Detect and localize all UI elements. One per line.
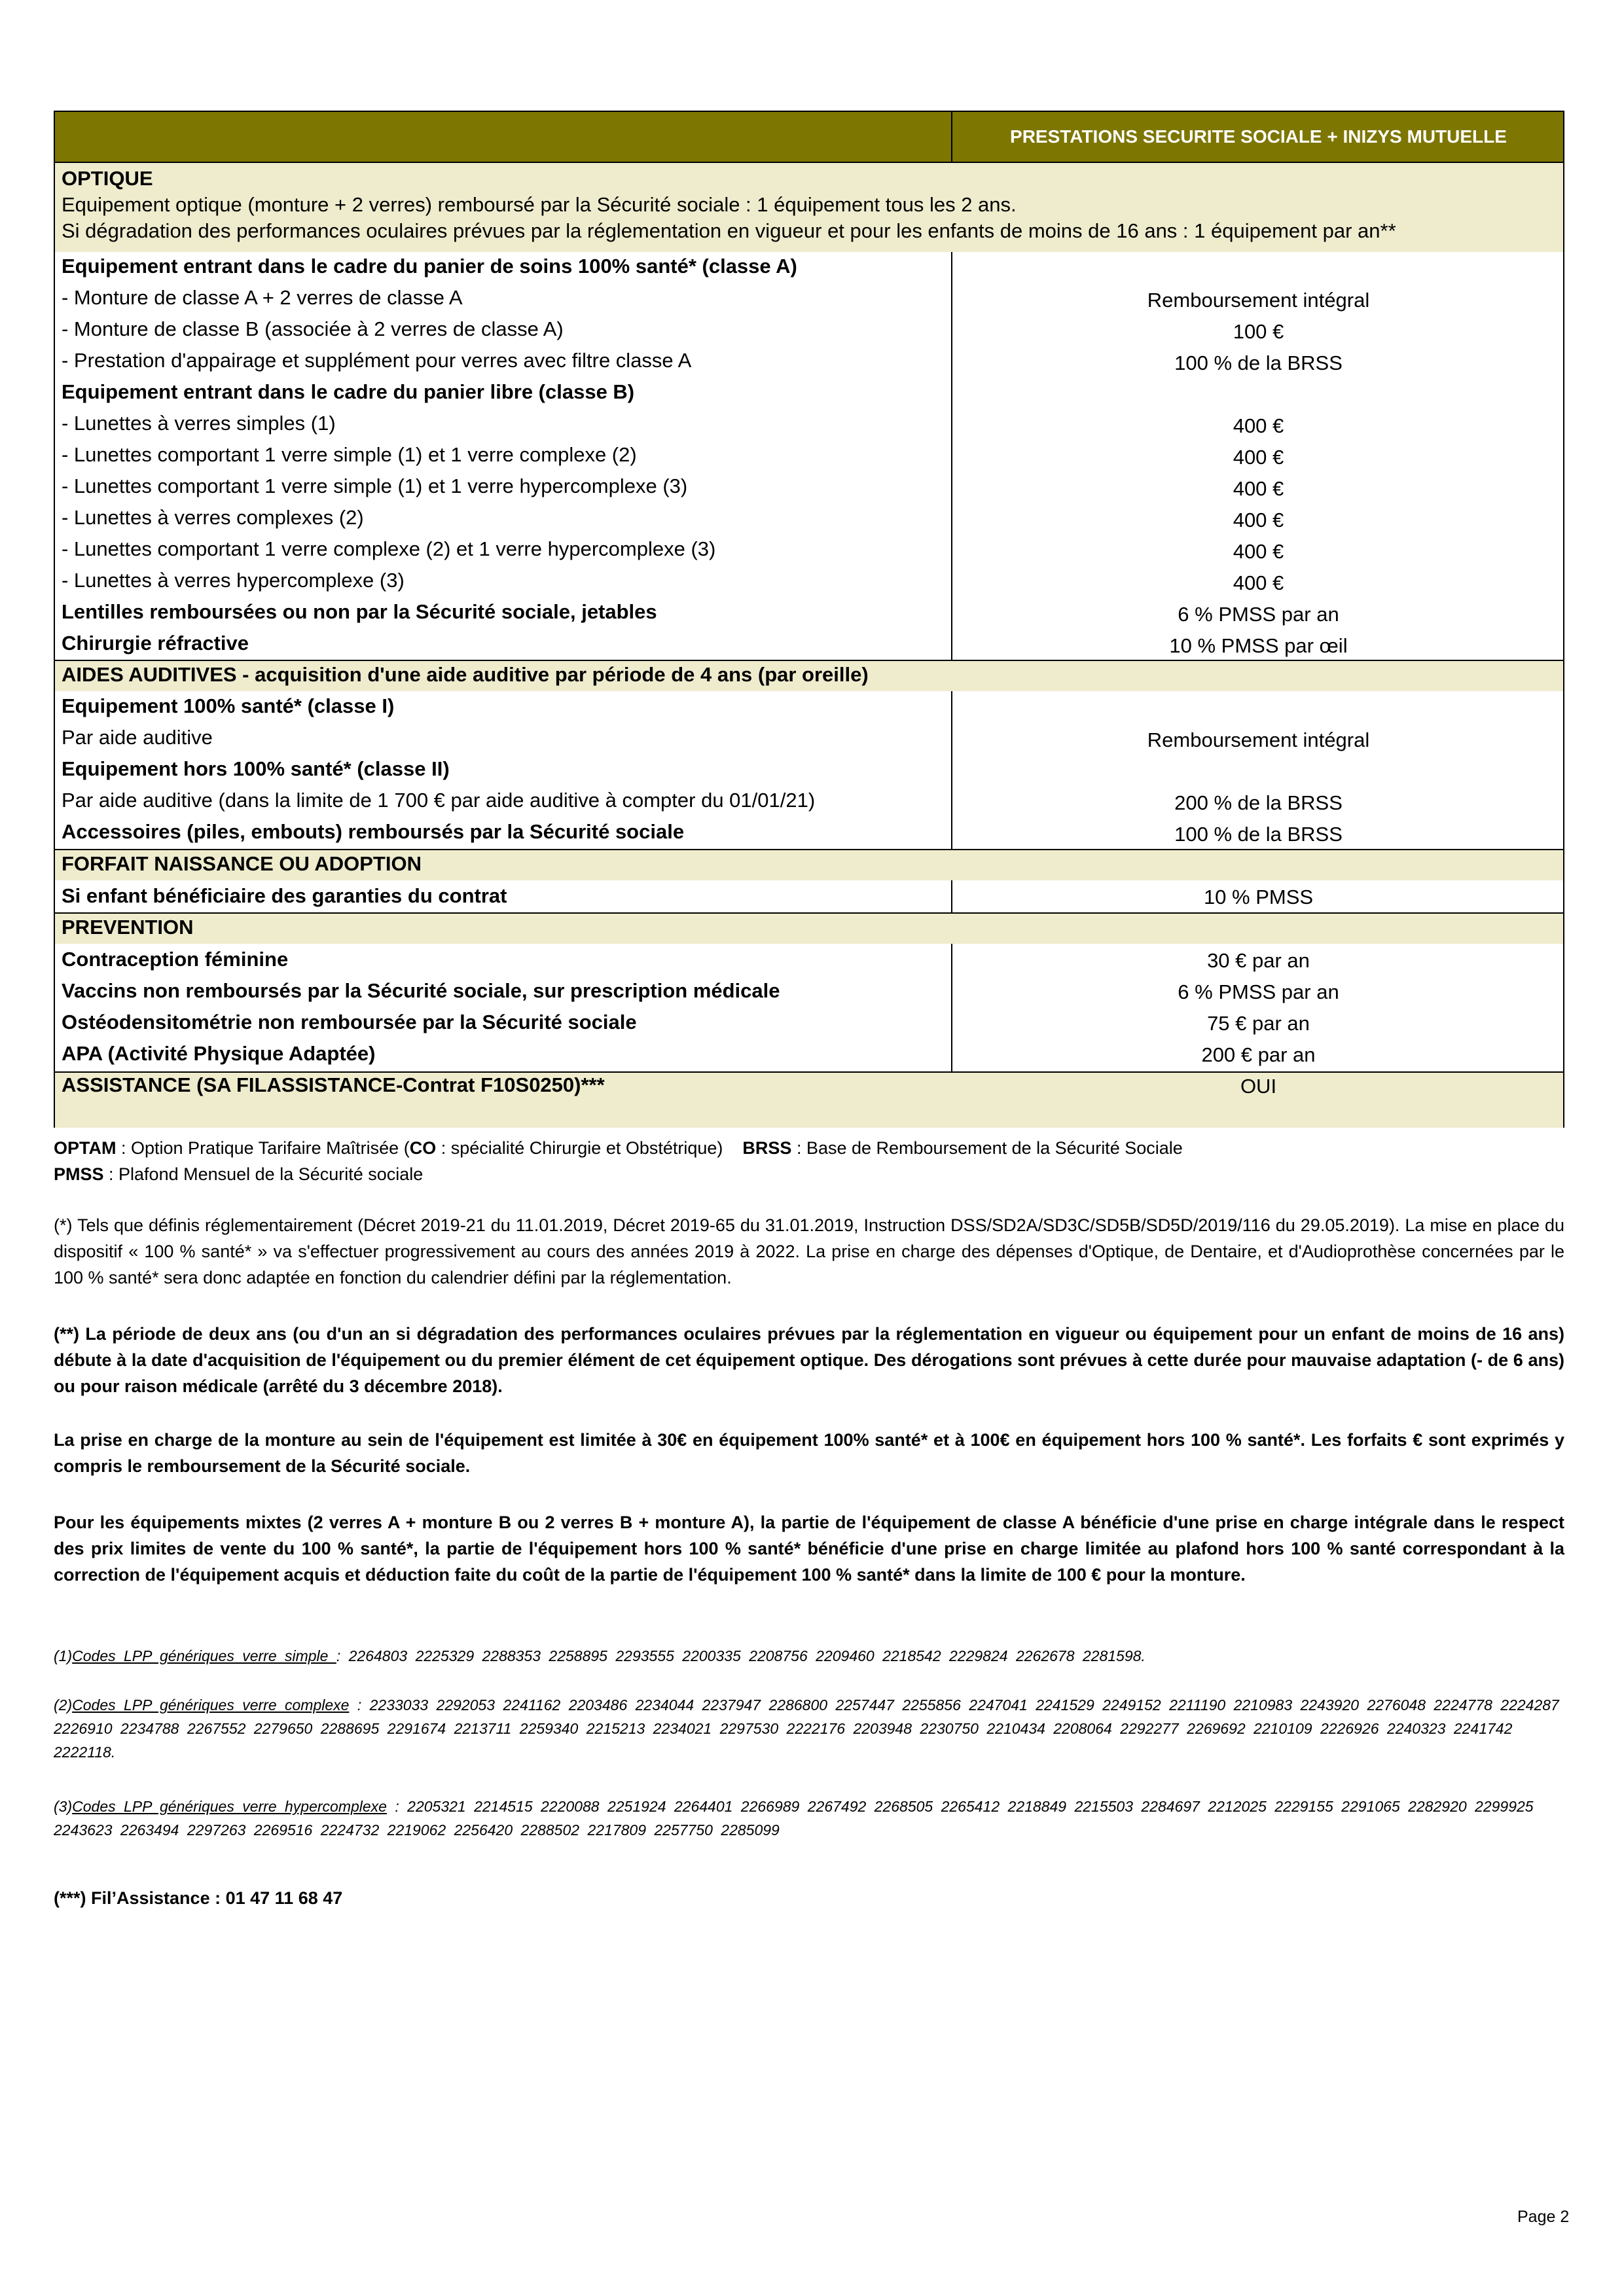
note-mixtes: Pour les équipements mixtes (2 verres A + monture B ou 2 verres B + monture A), la partie de l'équipement de classe A bénéficie d'une prise en charge intégrale dans le respect des prix limites de vente du 100 % santé*, la partie de l'équipement hors 100 % santé* bénéficie d'une prise en charge limitée au plafond hors 100 % santé correspondant à la correction de l'équipement acquis et déduction faite du coût de la partie de l'équipement 100 % santé* dans la limite de 100 € pour la monture. — [54, 1513, 1564, 1585]
guarantees-table — [54, 111, 1564, 1128]
row-label: Chirurgie réfractive — [62, 632, 249, 655]
prevention-band — [55, 912, 1563, 944]
row-value: 400 € — [1233, 571, 1284, 594]
legend-key: BRSS — [742, 1138, 792, 1158]
section-title: ASSISTANCE (SA FILASSISTANCE-Contrat F10S0250)*** — [62, 1073, 605, 1096]
legend-line-2 — [54, 1162, 423, 1187]
row-value: 400 € — [1233, 414, 1284, 437]
row-label: - Lunettes comportant 1 verre simple (1) et 1 verre complexe (2) — [62, 443, 637, 466]
row-value: 6 % PMSS par an — [1178, 980, 1339, 1003]
lpp-verre-simple — [54, 1644, 1564, 1668]
optique-title: OPTIQUE — [62, 167, 153, 190]
row-label: Ostéodensitométrie non remboursée par la Sécurité sociale — [62, 1011, 637, 1033]
row-value: 10 % PMSS — [1203, 886, 1314, 908]
note-assistance: (***) Fil’Assistance : 01 47 11 68 47 — [54, 1888, 343, 1908]
lpp-number: (1) — [54, 1647, 73, 1664]
table-header-title: PRESTATIONS SECURITE SOCIALE + INIZYS MUTUELLE — [951, 112, 1564, 162]
note-monture: La prise en charge de la monture au sein de l'équipement est limitée à 30€ en équipement 100% santé* et à 100€ en équipement hors 100 % santé*. Les forfaits € sont exprimés y compris le remboursement de la Sécurité sociale. — [54, 1430, 1564, 1476]
row-label: Lentilles remboursées ou non par la Sécurité sociale, jetables — [62, 600, 657, 623]
row-value: Remboursement intégral — [1147, 289, 1370, 312]
row-value: 200 % de la BRSS — [1174, 791, 1343, 814]
row-label: - Prestation d'appairage et supplément pour verres avec filtre classe A — [62, 349, 692, 372]
note-star: (*) Tels que définis réglementairement (Décret 2019-21 du 11.01.2019, Décret 2019-65 du 31.01.2019, Instruction DSS/SD2A/SD3C/SD5B/SD5D/2019/116 du 29.05.2019). La mise en place du dispositif « 100 % santé* » va s'effectuer progressivement au cours des années 2019 à 2022. La prise en charge des dépenses d'Optique, de Dentaire, et d'Audioprothèse concernées par le 100 % santé* sera donc adaptée en fonction du calendrier défini par la réglementation. — [54, 1215, 1564, 1287]
row-value: 400 € — [1233, 477, 1284, 500]
row-label: APA (Activité Physique Adaptée) — [62, 1042, 376, 1065]
table-header — [55, 112, 1563, 162]
legend-text: : Plafond Mensuel de la Sécurité sociale — [103, 1164, 424, 1184]
lpp-title: Codes LPP génériques verre complexe — [72, 1696, 350, 1713]
row-value: 75 € par an — [1207, 1012, 1310, 1035]
legend-text: : Base de Remboursement de la Sécurité Sociale — [791, 1138, 1183, 1158]
row-value: 30 € par an — [1207, 949, 1310, 972]
row-value: 400 € — [1233, 509, 1284, 531]
row-label: Accessoires (piles, embouts) remboursés par la Sécurité sociale — [62, 820, 685, 843]
lpp-title: Codes LPP génériques verre hypercomplexe — [72, 1798, 387, 1815]
row-value: 400 € — [1233, 540, 1284, 563]
section-title: PREVENTION — [62, 916, 194, 939]
lpp-verre-hypercomplexe — [54, 1795, 1564, 1842]
row-label: Equipement entrant dans le cadre du panier de soins 100% santé* (classe A) — [62, 255, 797, 278]
legend-key: PMSS — [54, 1164, 104, 1184]
lpp-codes: : 2233033 2292053 2241162 2203486 2234044 2237947 2286800 2257447 2255856 2247041 2241529 2249152 2211190 2210983 2243920 2276048 2224778 2224287 2226910 2234788 2267552 2279650 2288695 2291674 2213711 2259340 2215213 2234021 2297530 2222176 2203948 2230750 2210434 2208064 2292277 2269692 2210109 2226926 2240323 2241742 2222118. — [54, 1696, 1559, 1761]
row-label: Equipement 100% santé* (classe I) — [62, 694, 395, 717]
row-value: 10 % PMSS par œil — [1169, 634, 1348, 657]
optique-line2: Si dégradation des performances oculaires prévues par la réglementation en vigueur et pour les enfants de moins de 16 ans : 1 équipement par an** — [62, 219, 1396, 242]
row-value: 100 € — [1233, 320, 1284, 343]
row-label: Par aide auditive (dans la limite de 1 700 € par aide auditive à compter du 01/01/21) — [62, 789, 816, 812]
page-number: Page 2 — [1517, 2208, 1570, 2226]
lpp-codes: : 2205321 2214515 2220088 2251924 2264401 2266989 2267492 2268505 2265412 2218849 2215503 2284697 2212025 2229155 2291065 2282920 2299925 2243623 2263494 2297263 2269516 2224732 2219062 2256420 2288502 2217809 2257750 2285099 — [54, 1798, 1534, 1839]
lpp-codes: : 2264803 2225329 2288353 2258895 2293555 2200335 2208756 2209460 2218542 2229824 2262678 2281598. — [336, 1647, 1146, 1664]
lpp-number: (3) — [54, 1798, 73, 1815]
lpp-verre-complexe — [54, 1693, 1564, 1764]
row-label: Equipement entrant dans le cadre du panier libre (classe B) — [62, 380, 635, 403]
row-label: Equipement hors 100% santé* (classe II) — [62, 757, 450, 780]
legend-text: : spécialité Chirurgie et Obstétrique) — [436, 1138, 723, 1158]
row-value: 200 € par an — [1201, 1043, 1316, 1066]
section-title: FORFAIT NAISSANCE OU ADOPTION — [62, 852, 422, 875]
row-value: Remboursement intégral — [1147, 728, 1370, 751]
row-label: Si enfant bénéficiaire des garanties du contrat — [62, 884, 507, 907]
legend-key: CO — [409, 1138, 437, 1158]
legend-line-1 — [54, 1136, 1183, 1160]
row-label: - Lunettes comportant 1 verre simple (1) et 1 verre hypercomplexe (3) — [62, 475, 688, 497]
row-value: OUI — [1240, 1075, 1277, 1098]
lpp-number: (2) — [54, 1696, 73, 1713]
row-label: - Lunettes à verres hypercomplexe (3) — [62, 569, 405, 592]
lpp-title: Codes LPP génériques verre simple — [72, 1647, 336, 1664]
note-double-star: (**) La période de deux ans (ou d'un an si dégradation des performances oculaires prévues par la réglementation en vigueur ou équipement pour un enfant de moins de 16 ans) débute à la date d'acquisition de l'équipement ou du premier élément de cet équipement optique. Des dérogations sont prévues à cette durée pour mauvaise adaptation (- de 6 ans) ou pour raison médicale (arrêté du 3 décembre 2018). — [54, 1324, 1564, 1396]
row-label: Par aide auditive — [62, 726, 213, 749]
legend-key: OPTAM — [54, 1138, 117, 1158]
row-label: Vaccins non remboursés par la Sécurité sociale, sur prescription médicale — [62, 979, 780, 1002]
row-label: - Monture de classe A + 2 verres de classe A — [62, 286, 463, 309]
row-value: 100 % de la BRSS — [1174, 351, 1343, 374]
row-value: 6 % PMSS par an — [1178, 603, 1339, 626]
row-label: Contraception féminine — [62, 948, 289, 971]
row-value: 400 € — [1233, 446, 1284, 469]
legend-text: : Option Pratique Tarifaire Maîtrisée ( — [116, 1138, 410, 1158]
section-title: AIDES AUDITIVES - acquisition d'une aide auditive par période de 4 ans (par oreille) — [62, 663, 869, 686]
row-label: - Lunettes comportant 1 verre complexe (2) et 1 verre hypercomplexe (3) — [62, 537, 716, 560]
row-label: - Lunettes à verres simples (1) — [62, 412, 336, 435]
optique-line1: Equipement optique (monture + 2 verres) remboursé par la Sécurité sociale : 1 équipement tous les 2 ans. — [62, 193, 1017, 216]
row-label: - Monture de classe B (associée à 2 verres de classe A) — [62, 317, 564, 340]
row-value: 100 % de la BRSS — [1174, 823, 1343, 846]
row-label: - Lunettes à verres complexes (2) — [62, 506, 364, 529]
